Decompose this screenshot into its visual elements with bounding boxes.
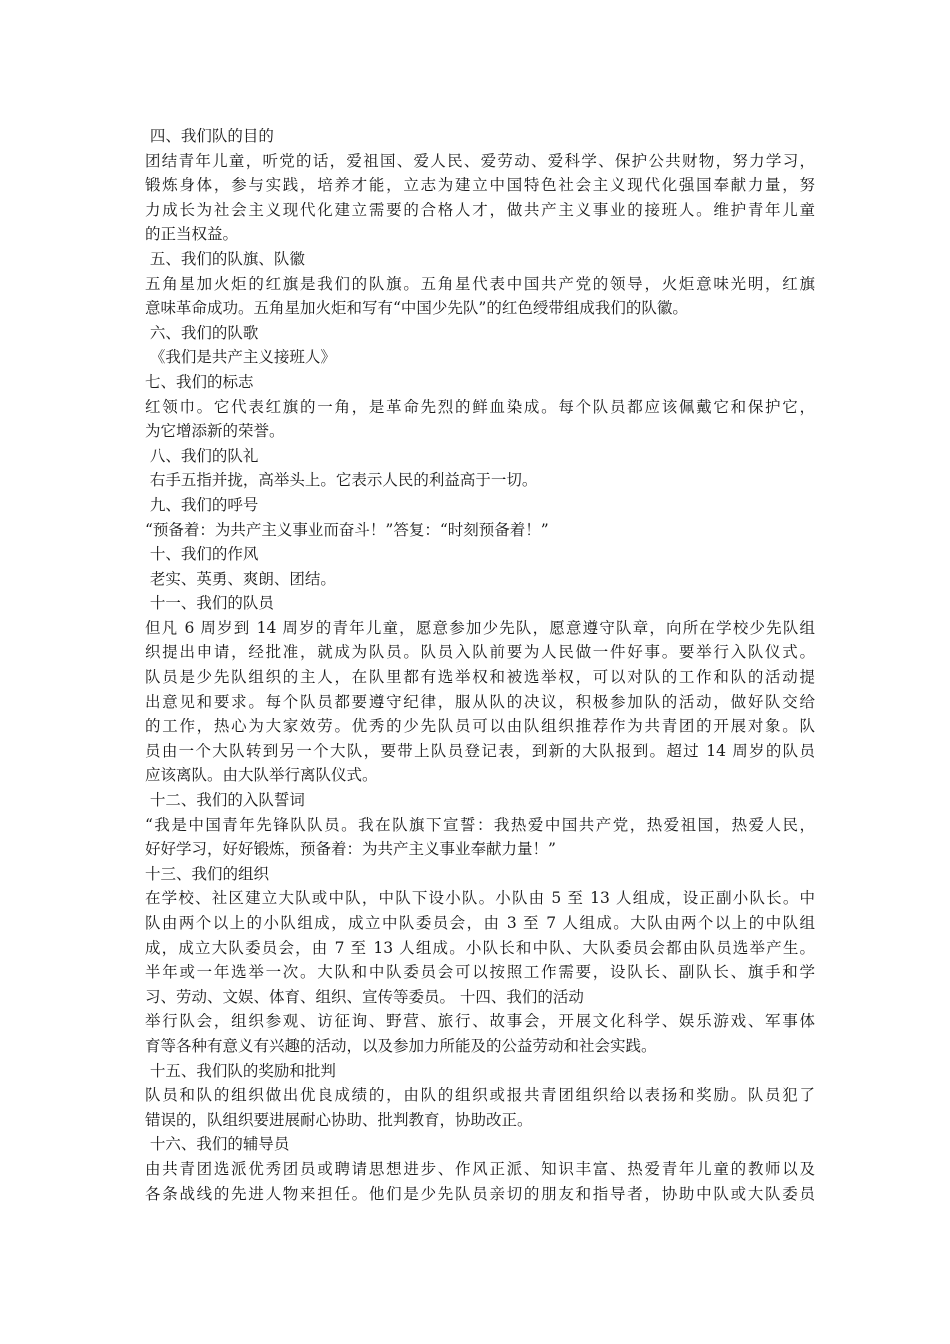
text-line: 老实、英勇、爽朗、团结。	[145, 569, 336, 588]
text-line: 习、劳动、文娱、体育、组织、宣传等委员。 十四、我们的活动	[145, 987, 584, 1006]
text-line: 团结青年儿童，听党的话，爱祖国、爱人民、爱劳动、爱科学、保护公共财物，努力学习，	[145, 151, 815, 170]
text-line: 举行队会，组织参观、访征询、野营、旅行、故事会，开展文化科学、娱乐游戏、军事体	[145, 1012, 815, 1031]
text-line: 队员和队的组织做出优良成绩的，由队的组织或报共青团组织给以表扬和奖励。队员犯了	[145, 1086, 815, 1105]
text-line: 十五、我们队的奖励和批判	[145, 1061, 336, 1080]
text-line: 力成长为社会主义现代化建立需要的合格人才，做共产主义事业的接班人。维护青年儿童	[145, 200, 815, 219]
text-line: 七、我们的标志	[145, 372, 254, 391]
document-body	[145, 124, 815, 1206]
text-line: 在学校、社区建立大队或中队，中队下设小队。小队由 5 至 13 人组成，设正副小队长。中	[145, 889, 815, 908]
text-line: 右手五指并拢，高举头上。它表示人民的利益高于一切。	[145, 471, 538, 490]
text-line: 五角星加火炬的红旗是我们的队旗。五角星代表中国共产党的领导，火炬意味光明，红旗	[145, 274, 815, 293]
text-line: 十六、我们的辅导员	[145, 1135, 290, 1154]
text-line: 应该离队。由大队举行离队仪式。	[145, 766, 378, 785]
text-line: 成，成立大队委员会，由 7 至 13 人组成。小队长和中队、大队委员会都由队员选举产生。	[145, 938, 815, 957]
text-line: “我是中国青年先锋队队员。我在队旗下宣誓：我热爱中国共产党，热爱祖国，热爱人民，	[145, 815, 815, 834]
text-line: 员由一个大队转到另一个大队，要带上队员登记表，到新的大队报到。超过 14 周岁的队员	[145, 741, 815, 760]
text-line: 十、我们的作风	[145, 545, 259, 564]
text-line: 十三、我们的组织	[145, 864, 270, 883]
text-line: 队由两个以上的小队组成，成立中队委员会，由 3 至 7 人组成。大队由两个以上的中队组	[145, 914, 815, 932]
text-line: 红领巾。它代表红旗的一角，是革命先烈的鲜血染成。每个队员都应该佩戴它和保护它，	[145, 397, 815, 416]
text-line: 八、我们的队礼	[145, 446, 259, 465]
text-line: 为它增添新的荣誉。	[145, 422, 285, 441]
text-line: 《我们是共产主义接班人》	[145, 348, 336, 367]
text-line: 意味革命成功。五角星加火炬和写有“中国少先队”的红色绶带组成我们的队徽。	[145, 299, 688, 318]
text-line: 队员是少先队组织的主人，在队里都有选举权和被选举权，可以对队的工作和队的活动提	[145, 668, 815, 687]
text-line: 出意见和要求。每个队员都要遵守纪律，服从队的决议，积极参加队的活动，做好队交给	[145, 692, 815, 711]
text-line: 十二、我们的入队誓词	[145, 791, 305, 810]
text-line: 五、我们的队旗、队徽	[145, 249, 305, 268]
text-line: 错误的，队组织要进展耐心协助、批判教育，协助改正。	[145, 1110, 533, 1129]
text-line: “预备着：为共产主义事业而奋斗！”答复：“时刻预备着！”	[145, 520, 549, 539]
text-line: 由共青团选派优秀团员或聘请思想进步、作风正派、知识丰富、热爱青年儿童的教师以及	[145, 1159, 815, 1178]
text-line: 的工作，热心为大家效劳。优秀的少先队员可以由队组织推荐作为共青团的开展对象。队	[145, 717, 815, 736]
text-line: 但凡 6 周岁到 14 周岁的青年儿童，愿意参加少先队，愿意遵守队章，向所在学校少先队组	[145, 618, 815, 637]
text-line: 各条战线的先进人物来担任。他们是少先队员亲切的朋友和指导者，协助中队或大队委员	[145, 1184, 815, 1203]
text-line: 四、我们队的目的	[145, 127, 274, 145]
text-line: 九、我们的呼号	[145, 495, 259, 514]
text-line: 半年或一年选举一次。大队和中队委员会可以按照工作需要，设队长、副队长、旗手和学	[145, 963, 815, 982]
text-line: 织提出申请，经批准，就成为队员。队员入队前要为人民做一件好事。要举行入队仪式。	[145, 643, 815, 662]
text-line: 的正当权益。	[145, 225, 239, 244]
text-line: 锻炼身体，参与实践，培养才能，立志为建立中国特色社会主义现代化强国奉献力量，努	[145, 176, 815, 195]
text-line: 六、我们的队歌	[145, 323, 259, 342]
text-line: 育等各种有意义有兴趣的活动，以及参加力所能及的公益劳动和社会实践。	[145, 1036, 657, 1055]
text-line: 十一、我们的队员	[145, 594, 274, 613]
text-line: 好好学习，好好锻炼，预备着：为共产主义事业奉献力量！”	[145, 840, 556, 859]
